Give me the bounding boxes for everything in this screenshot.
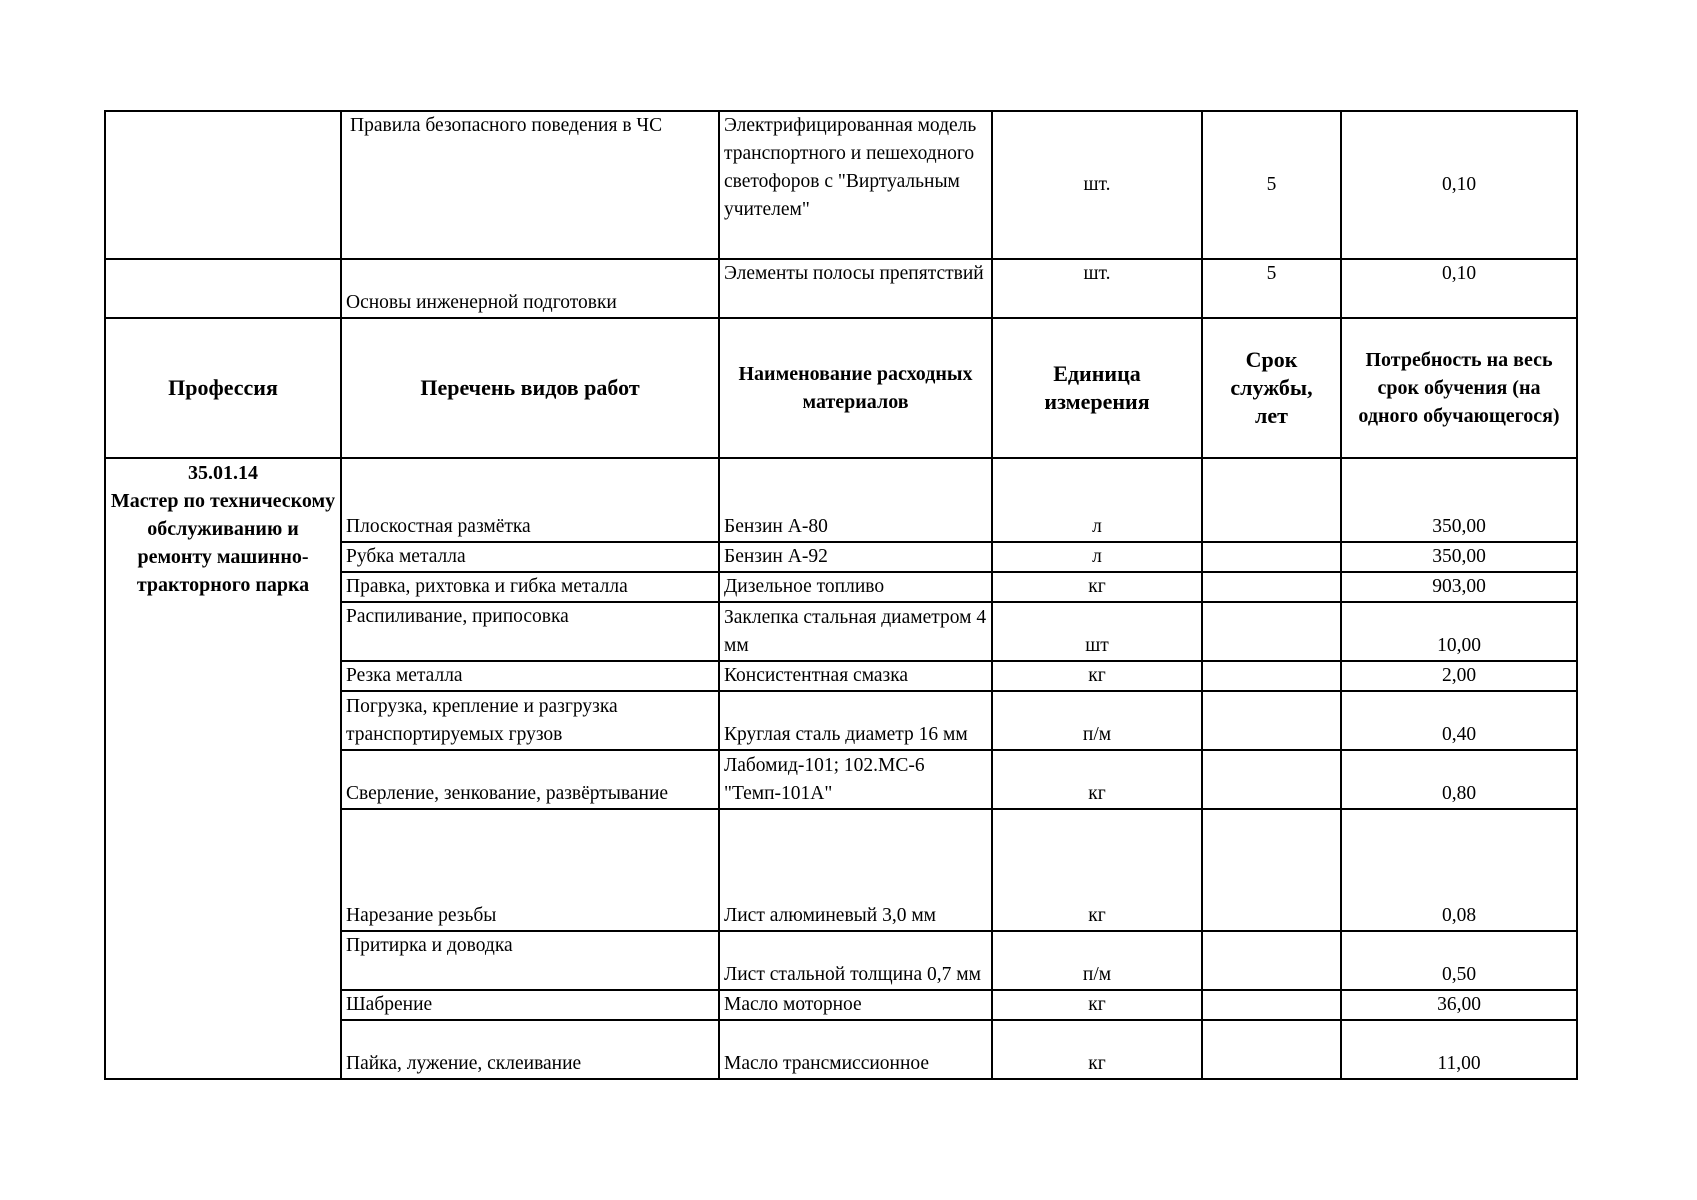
unit-cell: кг [992,572,1202,602]
header-unit: Единица измерения [992,318,1202,458]
header-profession: Профессия [105,318,341,458]
work-cell: Правила безопасного поведения в ЧС [341,111,719,259]
work-cell: Шабрение [341,990,719,1020]
unit-cell: кг [992,661,1202,691]
need-cell: 11,00 [1341,1020,1577,1079]
unit-cell: л [992,458,1202,542]
material-cell: Лист стальной толщина 0,7 мм [719,931,992,990]
material-cell: Бензин А-80 [719,458,992,542]
need-cell: 0,40 [1341,691,1577,750]
life-cell [1202,458,1341,542]
material-cell: Бензин А-92 [719,542,992,572]
material-cell: Круглая сталь диаметр 16 мм [719,691,992,750]
unit-cell: л [992,542,1202,572]
life-cell [1202,542,1341,572]
work-cell: Плоскостная размётка [341,458,719,542]
work-cell: Притирка и доводка [341,931,719,990]
materials-table [104,110,1578,1080]
material-cell: Лист алюминевый 3,0 мм [719,809,992,931]
life-cell [1202,1020,1341,1079]
header-works: Перечень видов работ [341,318,719,458]
life-cell: 5 [1202,111,1341,259]
need-cell: 36,00 [1341,990,1577,1020]
table-header-row [105,318,1577,458]
life-cell [1202,931,1341,990]
unit-cell: шт. [992,259,1202,318]
material-cell: Масло моторное [719,990,992,1020]
need-cell: 10,00 [1341,602,1577,661]
work-cell: Резка металла [341,661,719,691]
life-cell [1202,809,1341,931]
unit-cell: кг [992,1020,1202,1079]
profession-code: 35.01.14 [188,462,258,484]
unit-cell: п/м [992,691,1202,750]
life-cell [1202,661,1341,691]
unit-cell: п/м [992,931,1202,990]
table-row [105,259,1577,318]
life-cell: 5 [1202,259,1341,318]
header-materials: Наименование расходных материалов [719,318,992,458]
need-cell: 0,10 [1341,111,1577,259]
header-life: Срок службы, лет [1202,318,1341,458]
work-cell: Рубка металла [341,542,719,572]
work-cell: Пайка, лужение, склеивание [341,1020,719,1079]
material-cell: Консистентная смазка [719,661,992,691]
need-cell: 0,80 [1341,750,1577,809]
header-need: Потребность на весь срок обучения (на одного обучающегося) [1341,318,1577,458]
work-cell: Нарезание резьбы [341,809,719,931]
need-cell: 903,00 [1341,572,1577,602]
unit-cell: кг [992,750,1202,809]
unit-cell: кг [992,990,1202,1020]
need-cell: 350,00 [1341,458,1577,542]
material-cell: Элементы полосы препятствий [719,259,992,318]
life-cell [1202,990,1341,1020]
unit-cell: шт [992,602,1202,661]
material-cell: Заклепка стальная диаметром 4 мм [719,602,992,661]
work-cell: Сверление, зенкование, развёртывание [341,750,719,809]
unit-cell: шт. [992,111,1202,259]
need-cell: 2,00 [1341,661,1577,691]
need-cell: 350,00 [1341,542,1577,572]
unit-cell: кг [992,809,1202,931]
profession-cell-empty [105,259,341,318]
work-cell: Погрузка, крепление и разгрузка транспортируемых грузов [341,691,719,750]
life-cell [1202,750,1341,809]
table-row [105,458,1577,542]
material-cell: Электрифицированная модель транспортного и пешеходного светофоров с "Виртуальным учителем" [719,111,992,259]
material-cell: Дизельное топливо [719,572,992,602]
life-cell [1202,691,1341,750]
profession-cell [105,458,341,1079]
work-cell: Распиливание, припосовка [341,602,719,661]
work-cell: Правка, рихтовка и гибка металла [341,572,719,602]
need-cell: 0,08 [1341,809,1577,931]
need-cell: 0,50 [1341,931,1577,990]
work-cell: Основы инженерной подготовки [341,259,719,318]
table-row [105,111,1577,259]
profession-cell-empty [105,111,341,259]
life-cell [1202,602,1341,661]
profession-name: Мастер по техническому обслуживанию и ремонту машинно-тракторного парка [110,490,336,596]
material-cell: Масло трансмиссионное [719,1020,992,1079]
material-cell: Лабомид-101; 102.МС-6 "Темп-101А" [719,750,992,809]
life-cell [1202,572,1341,602]
need-cell: 0,10 [1341,259,1577,318]
